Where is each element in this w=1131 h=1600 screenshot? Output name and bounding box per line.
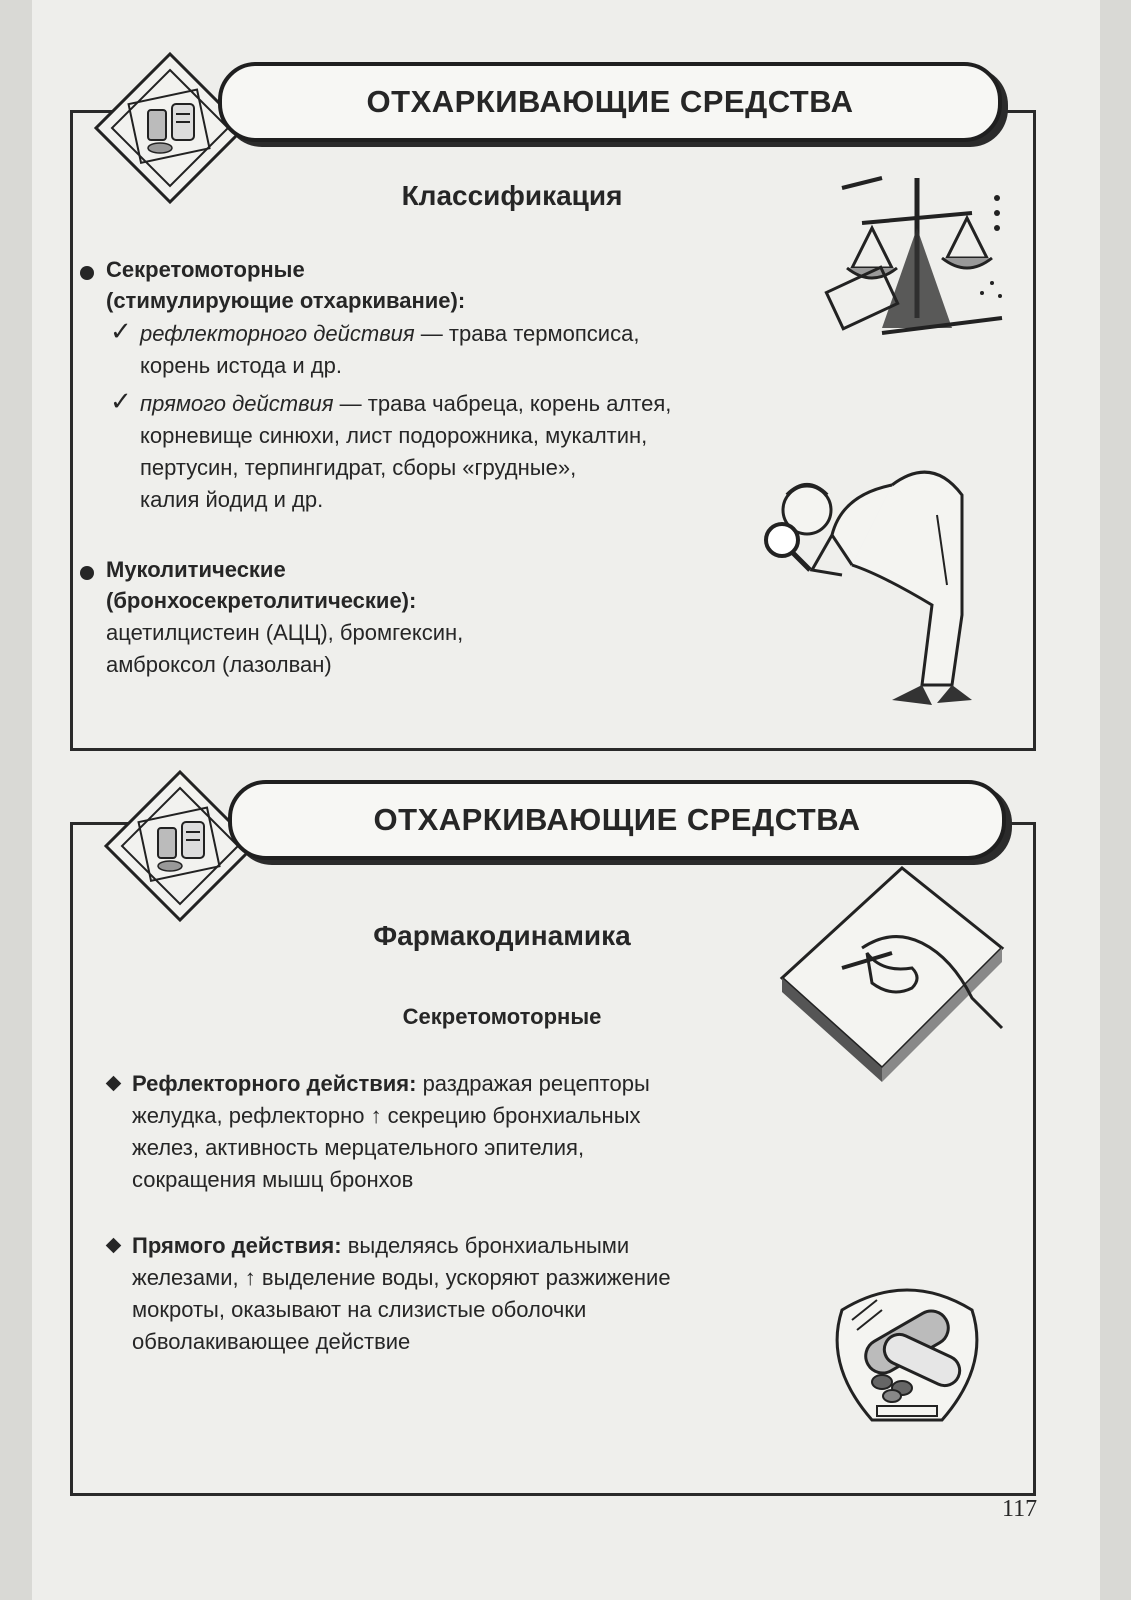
list-item-reflex-line2: корень истода и др. [140, 353, 342, 378]
list-item-direct-line1 [140, 388, 671, 420]
item-text: выделяясь бронхиальными [341, 1233, 630, 1258]
group-subtitle-mucolytic: (бронхосекретолитические): [106, 588, 417, 613]
book-page [32, 0, 1100, 1600]
direct-action-line2: железами, ↑ выделение воды, ускоряют разжижение [132, 1265, 671, 1290]
list-item-direct-line2: корневище синюхи, лист подорожника, мукалтин, [140, 423, 648, 448]
group-subtitle-secretomotor: (стимулирующие отхаркивание): [106, 288, 466, 313]
item-italic-label: прямого действия [140, 391, 334, 416]
list-item-reflex-line1 [140, 318, 639, 350]
mucolytic-drugs-line2: амброксол (лазолван) [106, 652, 332, 677]
check-icon: ✓ [110, 316, 132, 346]
list-item-direct-line4: калия йодид и др. [140, 487, 324, 512]
list-item-direct-line3: пертусин, терпингидрат, сборы «грудные», [140, 455, 577, 480]
reflex-action-line4: сокращения мышц бронхов [132, 1167, 414, 1192]
section-heading-pharmacodynamics: Фармакодинамика [373, 920, 631, 951]
section-heading-classification: Классификация [401, 180, 623, 211]
item-italic-label: рефлекторного действия [140, 321, 415, 346]
banner-title: ОТХАРКИВАЮЩИЕ СРЕДСТВА [228, 780, 1006, 860]
list-bullet [80, 266, 94, 280]
direct-action-line4: обволакивающее действие [132, 1329, 411, 1354]
group-title-secretomotor: Секретомоторные [106, 257, 305, 282]
scales-illustration [822, 168, 1012, 358]
man-with-magnifier-illustration [732, 455, 1002, 730]
item-text: — трава термопсиса, [414, 321, 640, 346]
banner-title: ОТХАРКИВАЮЩИЕ СРЕДСТВА [218, 62, 1002, 142]
subsection-heading-secretomotor: Секретомоторные [402, 1004, 602, 1029]
reflex-action-line2: желудка, рефлекторно ↑ секрецию бронхиальных [132, 1103, 641, 1128]
list-bullet [80, 566, 94, 580]
item-text: раздражая рецепторы [416, 1071, 650, 1096]
mucolytic-drugs-line1: ацетилцистеин (АЦЦ), бромгексин, [106, 620, 464, 645]
check-icon: ✓ [110, 386, 132, 416]
hand-writing-illustration [772, 858, 1012, 1098]
item-label: Рефлекторного действия: [132, 1071, 417, 1096]
page-number: 117 [1002, 1496, 1038, 1522]
reflex-action-line3: желез, активность мерцательного эпителия, [132, 1135, 585, 1160]
direct-action-line3: мокроты, оказывают на слизистые оболочки [132, 1297, 587, 1322]
pills-badge-illustration [822, 1270, 992, 1430]
reflex-action-line1 [132, 1068, 650, 1100]
item-label: Прямого действия: [132, 1233, 342, 1258]
direct-action-line1 [132, 1230, 629, 1262]
group-title-mucolytic: Муколитические [106, 557, 286, 582]
item-text: — трава чабреца, корень алтея, [333, 391, 672, 416]
